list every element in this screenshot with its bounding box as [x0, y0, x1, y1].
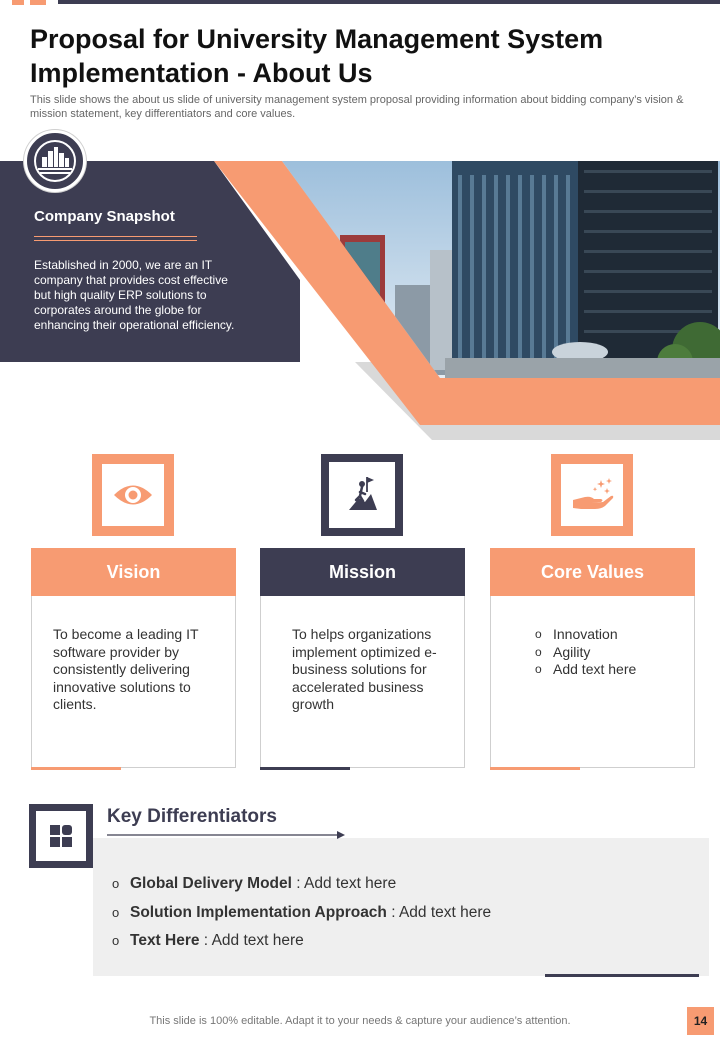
snapshot-title: Company Snapshot: [34, 208, 175, 225]
differentiators-icon-box: [29, 804, 93, 868]
list-item: [112, 931, 491, 960]
card-accent-line: [490, 767, 580, 770]
sparkle-hand-icon: [561, 464, 623, 526]
mission-icon-box: [321, 454, 403, 536]
title-underline: [34, 240, 197, 241]
eye-icon: [102, 464, 164, 526]
accent-bar: [12, 0, 24, 5]
grid-blocks-icon: [36, 811, 86, 861]
climber-flag-icon: [329, 462, 395, 528]
footer-note: This slide is 100% editable. Adapt it to your needs & capture your audience’s attention.: [149, 1015, 571, 1027]
card-accent-line: [31, 767, 121, 770]
core-values-card: [490, 596, 695, 768]
accent-bar: [30, 0, 46, 5]
item-label: Solution Implementation Approach: [130, 903, 387, 921]
page-number: 14: [687, 1007, 714, 1035]
item-label: Global Delivery Model: [130, 875, 292, 892]
item-text: : Add text here: [199, 932, 304, 949]
differentiators-title: Key Differentiators: [107, 806, 277, 827]
list-item: [112, 874, 491, 903]
core-values-icon-box: [551, 454, 633, 536]
vision-card-title: Vision: [31, 548, 236, 596]
item-text: : Add text here: [291, 875, 397, 892]
page-title: Proposal for University Management System Implementation - About Us: [30, 24, 604, 88]
title-underline: [34, 236, 197, 237]
list-item: o Agility: [535, 644, 636, 662]
list-item: o Innovation: [535, 626, 636, 644]
page-subtitle: This slide shows the about us slide of university management system proposal providing information about bidding company’s vision & mission statement, key differentiators and core values.: [30, 94, 684, 120]
dark-bar: [58, 0, 720, 4]
item-label: Text Here: [130, 932, 200, 949]
mission-text: To helps organizations implement optimized e-business solutions for accelerated business growth: [292, 626, 437, 712]
city-skyline-icon: [27, 133, 83, 189]
list-item: o Add text here: [535, 661, 636, 679]
arrow-line-icon: [107, 830, 347, 840]
core-values-list: [535, 626, 636, 679]
differentiators-list: [112, 874, 491, 960]
panel-accent-line: [545, 974, 699, 977]
core-values-card-title: Core Values: [490, 548, 695, 596]
snapshot-text: Established in 2000, we are an IT company that provides cost effective but high quality ERP solutions to corporates around the globe for enhancing their operational efficiency.: [34, 258, 235, 332]
mission-card-title: Mission: [260, 548, 465, 596]
list-item: [112, 903, 491, 932]
top-decoration-bars: [0, 0, 720, 5]
card-accent-line: [260, 767, 350, 770]
item-text: : Add text here: [386, 903, 492, 921]
vision-icon-box: [92, 454, 174, 536]
company-logo: [24, 130, 86, 192]
vision-text: To become a leading IT software provider by consistently delivering innovative solutions to clients.: [53, 626, 199, 712]
